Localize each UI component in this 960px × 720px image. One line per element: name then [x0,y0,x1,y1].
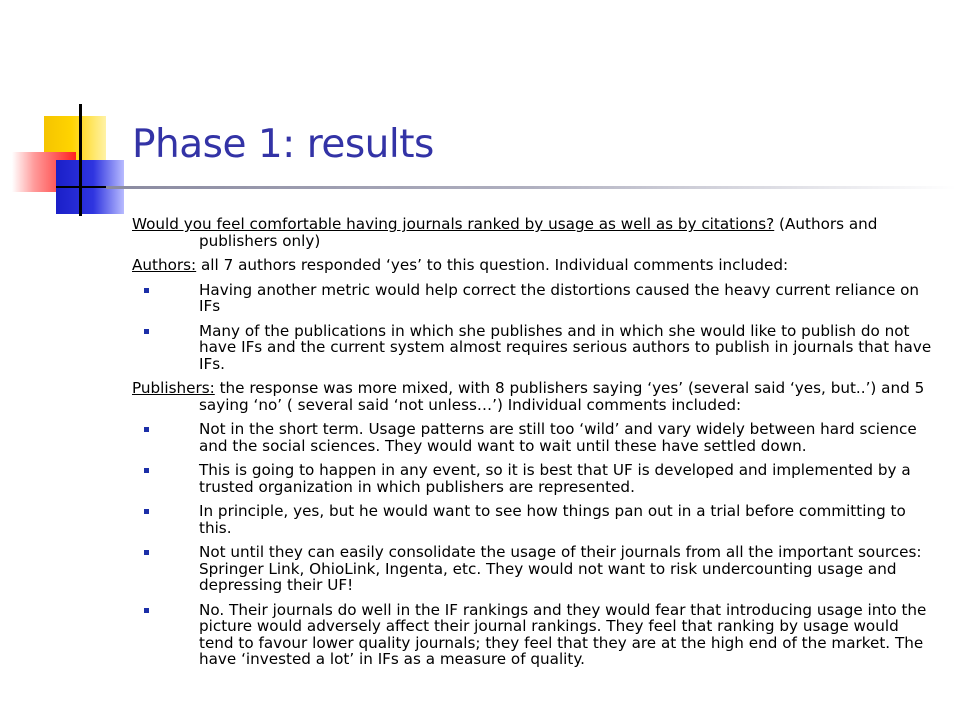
slide-body [132,216,938,676]
bullet-text: No. Their journals do well in the IF rankings and they would fear that introducing usage into the picture would adversely affect their journal rankings. They feel that ranking by usage would tend to favour lower quality journals; they feel that they are at the high end of the market. The have ‘invested a lot’ in IFs as a measure of quality. [199,600,927,668]
publishers-bullet-3 [132,503,938,536]
authors-bullet-1 [132,282,938,315]
bullet-text: This is going to happen in any event, so it is best that UF is developed and implemented by a trusted organization in which publishers are represented. [199,461,911,496]
bullet-text: Not until they can easily consolidate the usage of their journals from all the important sources: Springer Link, OhioLink, Ingenta, etc. They would not want to risk undercounting usage and depressing their UF! [199,543,922,594]
question-underlined: Would you feel comfortable having journals ranked by usage as well as by citations? [132,215,775,233]
bullet-icon [144,550,149,555]
publishers-text: the response was more mixed, with 8 publishers saying ‘yes’ (several said ‘yes, but..’) and 5 saying ‘no’ ( several said ‘not unless…’) Individual comments included: [199,379,925,414]
authors-bullet-2 [132,323,938,373]
publishers-label: Publishers: [132,379,215,397]
bullet-text: Many of the publications in which she publishes and in which she would like to publish do not have IFs and the current system almost requires serious authors to publish in journals that have IFs. [199,321,932,373]
publishers-bullet-5 [132,602,938,668]
publishers-paragraph [132,380,938,413]
title-underline-rule [106,186,956,189]
bullet-text: Not in the short term. Usage patterns are still too ‘wild’ and vary widely between hard science and the social sciences. They would want to wait until these have settled down. [199,420,917,455]
bullet-icon [144,427,149,432]
authors-text: all 7 authors responded ‘yes’ to this question. Individual comments included: [196,256,789,274]
bullet-text: In principle, yes, but he would want to see how things pan out in a trial before committing to this. [199,502,906,537]
publishers-bullet-1 [132,421,938,454]
authors-paragraph [132,257,938,274]
publishers-bullet-4 [132,544,938,594]
question-rest: (Authors and publishers only) [199,215,878,250]
bullet-icon [144,329,149,334]
bullet-icon [144,509,149,514]
bullet-icon [144,288,149,293]
publishers-bullet-2 [132,462,938,495]
authors-label: Authors: [132,256,197,274]
decor-vertical-line [79,104,82,216]
bullet-icon [144,468,149,473]
bullet-text: Having another metric would help correct the distortions caused the heavy current reliance on IFs [199,280,920,315]
question-paragraph [132,216,938,249]
bullet-icon [144,608,149,613]
slide-title: Phase 1: results [132,122,434,167]
